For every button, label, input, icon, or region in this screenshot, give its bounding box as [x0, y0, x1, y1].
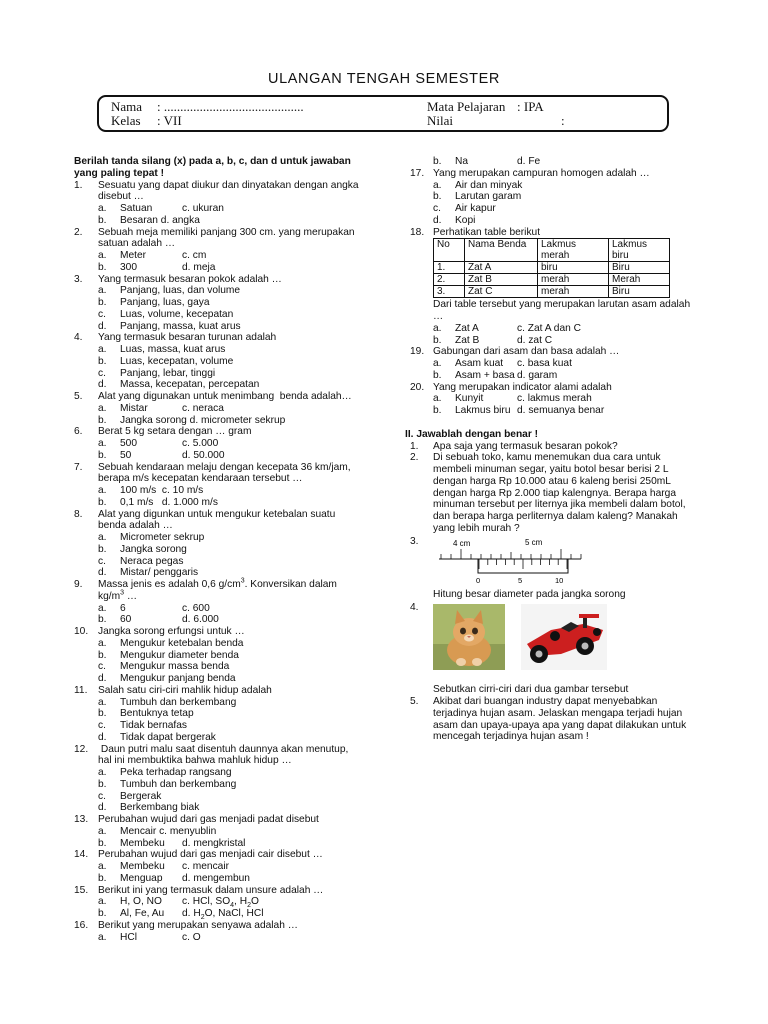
option: a. Tumbuh dan berkembang [98, 696, 237, 708]
caliper-vernier-scale [479, 559, 567, 569]
question: 2. Sebuah meja memiliki panjang 300 cm. yang merupakan [74, 226, 355, 238]
table-cell: Zat A [465, 262, 538, 274]
question: 11. Salah satu ciri-ciri mahlik hidup adalah [74, 684, 272, 696]
option: b. Larutan garam [433, 191, 522, 203]
table-cell: 2. [434, 274, 465, 286]
question: dan berapa harga perliternya dalam kaleng? Manakah [433, 511, 678, 522]
option: d. Tidak dapat bergerak [98, 731, 216, 743]
question-number: 3. [410, 535, 419, 547]
option: c. Mengukur massa benda [98, 661, 230, 673]
page-title: ULANGAN TENGAH SEMESTER [268, 71, 500, 87]
question: 14. Perubahan wujud dari gas menjadi cair disebut … [74, 849, 323, 861]
question: hal ini membuktika bahwa mahluk hidup … [98, 755, 292, 767]
caliper-main-label: 4 cm [453, 538, 471, 548]
table-cell: merah [538, 286, 609, 298]
left-column [74, 156, 369, 943]
option: a. Peka terhadap rangsang [98, 767, 232, 778]
options: b. Na d. Fe [433, 156, 541, 167]
question: 7. Sebuah kendaraan melaju dengan kecepata 36 km/jam, [74, 461, 351, 473]
question: satuan adalah … [98, 238, 176, 250]
mapel-value: : IPA [517, 99, 544, 114]
q4-wrap [409, 600, 684, 684]
question: 9. Massa jenis es adalah 0,6 $g/cm^3$. Konversikan dalam [74, 577, 337, 590]
section2-title: II. Jawablah dengan benar ! [405, 428, 539, 440]
question: yang lebih murah ? [433, 522, 520, 534]
options: a. Membeku c. mencair [98, 861, 229, 872]
question: dengan harga Rp 10.000 atau 6 kaleng berisi 250mL [433, 475, 671, 487]
question: berapa m/s kecepatan kendaraan tersebut … [98, 473, 303, 485]
table-header: No [434, 239, 465, 262]
options: a. Meter c. cm [98, 250, 207, 261]
options: b. Zat B d. zat C [433, 334, 553, 346]
identity-box [97, 95, 669, 132]
option: b. Mengukur diameter benda [98, 649, 239, 661]
caliper-vernier-label: 0 [476, 575, 481, 585]
question: 12. Daun putri malu saat disentuh daunnya akan menutup, [74, 743, 349, 755]
kitten-image [433, 604, 505, 670]
options: b. Al, Fe, Au d. $H_2O$, NaCl, HCl [98, 908, 264, 922]
kelas-label: Kelas [111, 113, 141, 128]
options: a. Satuan c. ukuran [98, 203, 224, 214]
question: 16. Berikut yang merupakan senyawa adalah … [74, 919, 298, 931]
options: b. 300 d. meja [98, 261, 216, 273]
race-car-image [521, 604, 607, 670]
option: c. Bergerak [98, 790, 162, 802]
option: b. Luas, kecepatan, volume [98, 355, 234, 367]
question: mencegah terjadinya hujan asam ! [433, 731, 589, 743]
question: 2. Di sebuah toko, kamu menemukan dua cara untuk [410, 452, 661, 464]
caliper-vernier-label: 10 [555, 575, 564, 585]
options: b. 50 d. 50.000 [98, 449, 225, 461]
question: 10. Jangka sorong erfungsi untuk … [74, 626, 245, 637]
option: c. Neraca pegas [98, 555, 184, 567]
table-header: Nama Benda [465, 239, 538, 262]
caliper-main-label: 5 cm [525, 537, 543, 547]
option: a. 100 m/s c. 10 m/s [98, 485, 204, 496]
option: a. Panjang, luas, dan volume [98, 285, 241, 297]
option: b. Jangka sorong [98, 543, 187, 555]
question: 17. Yang merupakan campuran homogen adalah … [410, 167, 650, 179]
question: 15. Berikut ini yang termasuk dalam unsure adalah … [74, 884, 324, 896]
question: 5. Alat yang digunakan untuk menimbang benda adalah… [74, 391, 352, 402]
option: d. Panjang, massa, kuat arus [98, 320, 241, 332]
question: 18. Perhatikan table berikut [410, 226, 541, 238]
options: a. 6 c. 600 [98, 602, 210, 614]
nilai-value: : [561, 113, 565, 128]
options: a. Zat A c. Zat A dan C [433, 322, 581, 334]
question: dengan harga Rp 2.000 tiap kalengnya. Berapa harga [433, 487, 676, 499]
table-row [434, 262, 670, 274]
option: c. Panjang, lebar, tinggi [98, 367, 216, 379]
options: a. Asam kuat c. basa kuat [433, 358, 572, 369]
question: Dari table tersebut yang merupakan larutan asam adalah [433, 299, 691, 311]
table-cell: Biru [609, 262, 670, 274]
options: a. H, O, NO c. HCl, $SO_4$, $H_2O$ [98, 896, 259, 910]
table-wrap [409, 238, 684, 299]
question: 6. Berat 5 kg setara dengan … gram [74, 426, 252, 438]
instruction: yang paling tepat ! [74, 167, 164, 179]
caliper-main-scale [441, 549, 581, 559]
options: b. Membeku d. mengkristal [98, 837, 246, 849]
options: b. Asam + basa d. garam [433, 369, 558, 381]
option: a. Luas, massa, kuat arus [98, 344, 226, 355]
question: disebut … [98, 191, 144, 203]
question: 13. Perubahan wujud dari gas menjadi padat disebut [74, 814, 319, 825]
q3-wrap [409, 535, 684, 589]
question: Hitung besar diameter pada jangka sorong [433, 588, 626, 600]
option: d. Berkembang biak [98, 802, 200, 814]
question: 3. Yang termasuk besaran pokok adalah … [74, 273, 282, 285]
right-column [405, 156, 691, 743]
option: a. Mencair c. menyublin [98, 825, 217, 837]
nama-label: Nama [111, 99, 143, 114]
option: d. Kopi [433, 214, 476, 226]
question: … [433, 311, 444, 322]
question: asam dan upaya-upaya apa yang dapat dilakukan untuk [433, 719, 687, 731]
options: b. Besaran d. angka [98, 214, 200, 226]
table-cell: merah [538, 274, 609, 286]
question-number: 4. [410, 602, 419, 614]
options: a. Kunyit c. lakmus merah [433, 393, 592, 405]
options: b. Jangka sorong d. micrometer sekrup [98, 414, 286, 426]
options: a. HCl c. O [98, 931, 201, 943]
options: b. Menguap d. mengembun [98, 872, 250, 884]
kelas-value: : VII [157, 113, 182, 128]
caliper-vernier-label: 5 [518, 575, 523, 585]
table-row [434, 286, 670, 298]
question: terjadinya hujan asam. Jelaskan mengapa terjadi hujan [433, 707, 683, 719]
instruction: Berilah tanda silang (x) pada a, b, c, dan d untuk jawaban [74, 156, 351, 167]
option: b. Tumbuh dan berkembang [98, 778, 237, 790]
question: Sebutkan cirri-ciri dari dua gambar tersebut [433, 684, 629, 696]
nama-value: : ........................................... [157, 99, 304, 114]
option: b. Panjang, luas, gaya [98, 297, 210, 308]
question: 5. Akibat dari buangan industry dapat menyebabkan [410, 696, 658, 707]
table-header: Lakmus biru [609, 239, 670, 262]
option: c. Air kapur [433, 203, 496, 214]
question: $kg/m^3$ … [98, 589, 138, 602]
table-cell: Merah [609, 274, 670, 286]
nilai-label: Nilai [427, 113, 453, 128]
table-cell: Zat B [465, 274, 538, 286]
option: b. 0,1 m/s d. 1.000 m/s [98, 496, 218, 508]
question: minuman tersebut per liternya jika membeli dalam botol, [433, 499, 686, 511]
question: 1. Apa saja yang termasuk besaran pokok? [410, 440, 618, 452]
table-cell: 3. [434, 286, 465, 298]
table-cell: 1. [434, 262, 465, 274]
options: a. 500 c. 5.000 [98, 438, 219, 449]
question: 20. Yang merupakan indicator alami adalah [410, 381, 612, 393]
option: d. Massa, kecepatan, percepatan [98, 379, 260, 391]
question: 19. Gabungan dari asam dan basa adalah … [410, 346, 620, 358]
question: benda adalah … [98, 520, 173, 532]
question: 8. Alat yang digunkan untuk mengukur ketebalan suatu [74, 508, 336, 520]
question: 4. Yang termasuk besaran turunan adalah [74, 332, 277, 344]
option: a. Micrometer sekrup [98, 532, 205, 543]
options: b. 60 d. 6.000 [98, 614, 219, 626]
question: membeli minuman segar, yaitu botol besar berisi 2 L [433, 464, 669, 475]
question: 1. Sesuatu yang dapat diukur dan dinyatakan dengan angka [74, 179, 359, 191]
table-cell: Zat C [465, 286, 538, 298]
option: a. Mengukur ketebalan benda [98, 637, 244, 649]
option: c. Tidak bernafas [98, 720, 188, 731]
options: b. Lakmus biru d. semuanya benar [433, 405, 605, 416]
litmus-table [433, 238, 670, 298]
options: a. Mistar c. neraca [98, 402, 224, 414]
caliper-diagram [431, 535, 591, 585]
option: b. Bentuknya tetap [98, 708, 194, 720]
table-header: Lakmus merah [538, 239, 609, 262]
table-row [434, 274, 670, 286]
table-cell: Biru [609, 286, 670, 298]
mapel-label: Mata Pelajaran [427, 99, 506, 114]
option: c. Luas, volume, kecepatan [98, 308, 234, 320]
option: a. Air dan minyak [433, 179, 523, 191]
option: d. Mengukur panjang benda [98, 673, 236, 684]
table-cell: biru [538, 262, 609, 274]
option: d. Mistar/ penggaris [98, 567, 199, 579]
